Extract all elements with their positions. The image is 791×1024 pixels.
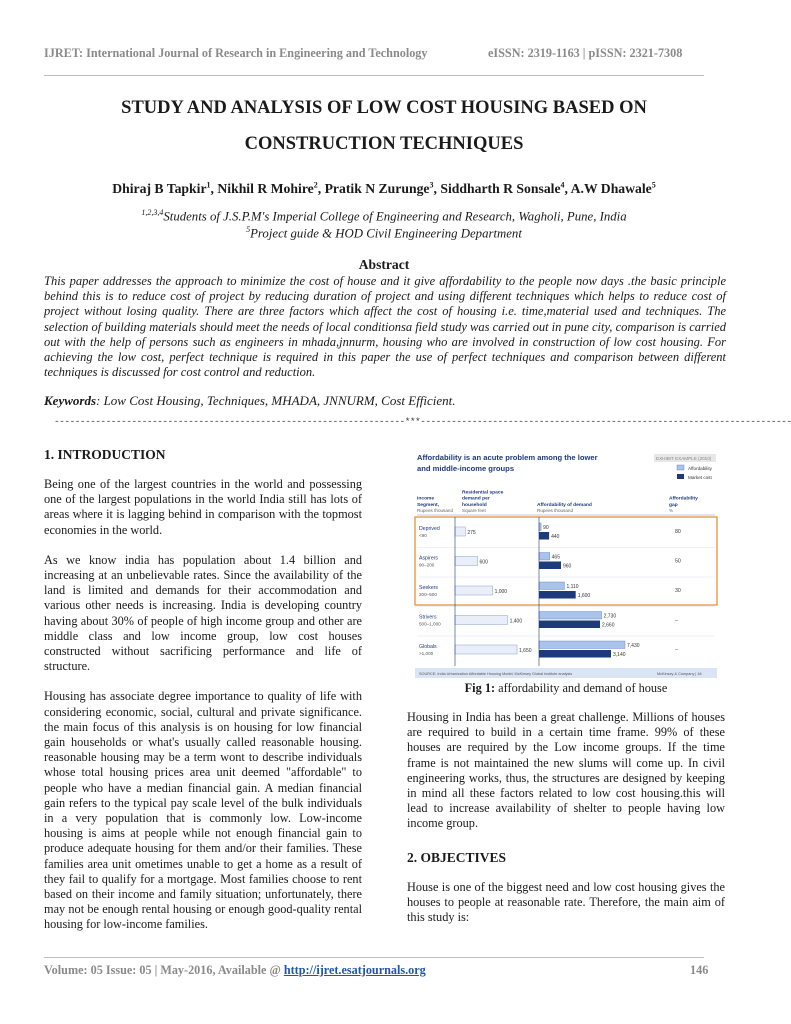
row-label-globals: Globals [419,644,437,650]
demand-bar-seekers [455,586,493,595]
affordability-bar-globals [539,641,625,649]
market-cost-bar-seekers [539,591,576,599]
affordability-label-globals: 7,430 [627,643,640,649]
gap-value-strivers: – [675,617,678,624]
legend-label-market-cost: Market cost [688,475,712,480]
legend-label-affordability: Affordability [688,466,712,471]
market-cost-label-strivers: 2,660 [601,622,615,629]
housing-paragraph: Housing in India has been a great challenge. Millions of houses are required to build in a certain time frame. 99% of these houses are required by the Low income groups. If the time frame is not maintained the new slums will come up. In civil engineering works, thus, the structures are designed by keeping in mind all these factors related to low cost housing.this will lead to increase availability of shelter to people having low income group. [407,710,725,831]
intro-paragraph-2: As we know india has population about 1.4 billion and increasing at an unbelievable rates. Since the availability of the land is limited and demands for their accommodation and various other needs is increasing. India is developing country having about 30% of people of high income group and other are middle class and low income group, low cost houses constructed without sacrificing performance and life of structure. [44,552,362,674]
demand-label-deprived: 275 [467,530,476,536]
figure-caption-text: affordability and demand of house [495,681,668,695]
chart-credit: McKinsey & Company | 44 [657,672,702,676]
row-range-deprived: <90 [419,533,427,538]
author-4: Siddharth R Sonsale$^4$, [440,180,571,196]
paper-title-line-2: CONSTRUCTION TECHNIQUES [244,134,524,154]
affiliation-guide: $^5$Project guide & HOD Civil Engineering Department [246,225,522,241]
header-rule [44,75,704,76]
figure-caption [407,681,725,696]
affordability-label-deprived: 90 [543,525,549,531]
right-column [407,710,725,940]
demand-label-aspirers: 600 [479,559,488,566]
row-range-aspirers: 90–200 [419,562,435,568]
demand-bar-globals [455,645,517,654]
page-number: 146 [690,963,709,977]
intro-paragraph-3: Housing has associate degree importance to quality of life with considering economic, social, cultural and private significance. the main focus of this analysis is on housing for low financial gain households or what's usually called reasonable housing. reasonable housing may be a term wont to describe individuals whose total housing prices area unit deemed "affordable" to people who have a median financial gain. A median financial gain refers to the typical pay scale level of the bulk individuals in a very population that is commonly low. Low-income housing is aims at people while not enough financial gain to produce adequate housing for them and/or their families. These families area unit ometimes unable to get a home as a result of they fail to qualify for a mortgage. Most families choose to rent based on their income and family situation; unfortunately, there may not be enough rental housing or enough good-quality rental housing for low-income families. [44,689,362,932]
issn: eISSN: 2319-1163 | pISSN: 2321-7308 [488,46,683,60]
chart-rows [417,517,715,666]
keywords-label: Keywords [44,393,96,408]
affordability-label-seekers: 1,110 [566,584,579,590]
author-3: Pratik N Zurunge$^3$, [324,180,441,196]
market-cost-bar-aspirers [539,562,561,570]
demand-label-seekers: 1,000 [494,589,508,595]
gap-value-seekers: 30 [675,588,681,594]
column-header-3-unit: Rupees thousand [537,508,574,513]
paper-title-line-1: STUDY AND ANALYSIS OF LOW COST HOUSING BASED ON [121,98,647,118]
affordability-label-strivers: 2,730 [603,613,617,620]
intro-heading: 1. INTRODUCTION [44,447,166,462]
column-header-2-line-2: demand per [462,496,490,502]
journal-name: IJRET: International Journal of Research in Engineering and Technology [44,46,428,60]
market-cost-bar-globals [539,650,611,658]
author-1: Dhiraj B Tapkir$^1$, [112,180,218,196]
column-header-3-line-1: Affordability of demand [537,502,592,508]
intro-paragraph-1: Being one of the largest countries in the world and possessing one of the largest populations in the world India still has lots of areas where it is lagging behind in comparison with the topmost economies in the world. [44,477,362,537]
figure-affordability [407,446,719,686]
affiliation-students: $^{1,2,3,4}$Students of J.S.P.M's Imperial College of Engineering and Research, Wagholi, Pune, India [141,208,627,224]
gap-value-deprived: 80 [675,529,681,535]
demand-label-strivers: 1,400 [509,618,523,625]
section-separator: --------------------------------------------------------------------***------------------------------------------------------------------------ [54,416,791,427]
legend-swatch-market-cost [677,474,684,479]
footer-rule [44,957,704,958]
abstract-text: This paper addresses the approach to minimize the cost of house and it give affordability to the people now days .the basic principle behind this is to reduce cost of project by reducing duration of project and using different techniques which helps to reduce cost of project without losing quality. There are three factors which affect the cost of housing i.e. time,material used and techniques. The selection of building materials should meet the needs of local conditionsa field study was carried out in pune city, comparison is carried out with the help of persons such as engineers in mhada,jnnurm, housing who are involved in construction of low cost housing. For achieving the low cost, perfect technique is required in this paper the use of perfect techniques and comparison between different techniques is discussed for cost control and reduction. [44,274,726,380]
market-cost-label-seekers: 1,600 [577,593,591,599]
affordability-bar-strivers [539,612,602,620]
row-label-aspirers: Aspirers [419,555,439,562]
column-header-4-line-2: gap [669,502,678,508]
column-header-1-line-1: Income [417,496,435,502]
column-header-2-line-1: Residential space [462,490,504,496]
row-range-strivers: 500–1,000 [419,621,441,627]
demand-label-globals: 1,650 [519,648,532,654]
market-cost-bar-deprived [539,532,549,540]
affordability-bar-seekers [539,582,564,590]
column-header-1-line-2: Segment, [417,502,440,508]
author-2: Nikhil R Mohire$^2$, [217,180,325,196]
column-header-4-unit: % [669,508,674,513]
author-list [40,180,728,197]
gap-value-globals: – [675,647,678,653]
figure-caption-label: Fig 1: [464,681,496,695]
market-cost-label-aspirers: 960 [563,563,572,570]
market-cost-label-deprived: 440 [551,534,560,540]
abstract-heading: Abstract [358,257,410,272]
objectives-heading: 2. OBJECTIVES [407,849,507,865]
gap-value-aspirers: 50 [675,558,681,565]
column-header-2-unit: Square feet [462,508,486,513]
keywords [44,393,726,409]
column-header-2-line-3: household [462,502,487,508]
footer-volume: Volume: 05 Issue: 05 | May-2016, Available @ http://ijret.esatjournals.org [44,963,426,977]
row-label-deprived: Deprived [419,526,440,532]
demand-bar-strivers [455,616,508,625]
demand-bar-deprived [455,527,465,536]
column-header-4-line-1: Affordability [669,496,698,502]
row-range-globals: >1,000 [419,651,434,656]
left-column [44,447,362,948]
author-5: A.W Dhawale$^5$ [570,180,656,196]
chart-source: SOURCE: India Urbanization Affordable Housing Model; McKinsey Global Institute analysis [419,672,573,676]
keywords-text: : Low Cost Housing, Techniques, MHADA, JNNURM, Cost Efficient. [96,393,456,408]
row-range-seekers: 200–500 [419,592,437,597]
row-label-strivers: Strivers [419,614,437,621]
affordability-bar-deprived [539,523,541,531]
column-headers [417,489,698,513]
exhibit-tag: EXHIBIT EXAMPLE (2010) [656,456,712,461]
objectives-paragraph: House is one of the biggest need and low cost housing gives the houses to people at reasonable rate. Therefore, the main aim of this study is: [407,879,725,925]
market-cost-label-globals: 3,140 [613,652,626,658]
market-cost-bar-strivers [539,621,600,629]
chart-title-line-1: Affordability is an acute problem among the lower [417,453,598,462]
affordability-chart [407,446,719,682]
affordability-label-aspirers: 465 [551,554,561,561]
footer-link[interactable]: http://ijret.esatjournals.org [283,963,426,977]
affordability-bar-aspirers [539,553,550,561]
chart-title-line-2: and middle-income groups [417,464,515,473]
legend-swatch-affordability [677,465,684,470]
demand-bar-aspirers [455,557,478,566]
row-label-seekers: Seekers [419,585,439,591]
column-header-1-unit: Rupees thousand [417,508,454,513]
